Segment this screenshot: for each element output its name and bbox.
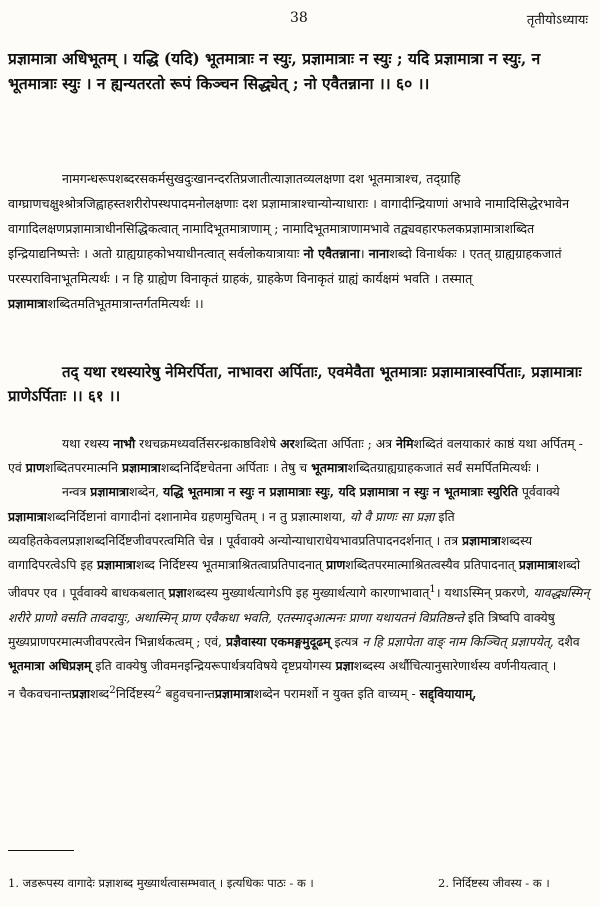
commentary-bold: प्रज्ञैवास्या एकमङ्गमुदूढम् xyxy=(225,633,331,649)
verse-61-text: तद् यथा रथस्यारेषु नेमिरर्पिता, नाभावरा अर्पिताः, एवमेवैता भूतमात्राः प्रज्ञामात्रास्वर्पिताः, प्रज्ञामात्राः प्राणेऽर्पिताः ।। ६१ ।। xyxy=(8,363,582,405)
commentary-bold: प्रज्ञामात्रा xyxy=(121,460,161,476)
page-number: 38 xyxy=(290,10,308,26)
commentary-text: शब्दितमतिभूतमात्रान्तर्गतमित्यर्थः ।। xyxy=(47,296,204,311)
commentary-61-paragraph-3 xyxy=(8,678,592,706)
running-head: तृतीयोऽध्यायः xyxy=(526,13,588,28)
commentary-text: शब्द xyxy=(90,686,110,702)
commentary-text: शब्दितं वलयाकारं काष्ठं यथा अर्पितम् - एवं xyxy=(8,436,583,476)
commentary-bold: नेमि xyxy=(396,436,414,451)
commentary-text: शब्दस्य वागादिपरत्वेऽपि इह xyxy=(8,532,533,573)
page-header xyxy=(0,8,600,28)
commentary-bold: नाना xyxy=(368,246,390,261)
commentary-60-paragraph xyxy=(8,166,592,316)
commentary-text: शब्दस्य अर्थौचित्यानुसारेणार्थस्य वर्णनीयत्वात् । xyxy=(353,657,557,673)
commentary-text: शब्दनिर्दिष्टानां वागादीनां दशानामेव ग्रहणमुचितम् । न तु प्रज्ञात्माशया, xyxy=(46,508,346,524)
commentary-text: नामगन्धरूपशब्दरसकर्मसुखदुःखानन्दरतिप्रजातीत्याज्ञातव्यलक्षणा दश भूतमात्राश्च, तद्ग्राहि वाग्घ्राणचक्षुश्श्रोत्रजिह्वाहस्तशरीरोपस्थपादमनोलक्षणाः दश प्रज्ञामात्राश्चान्योन्याधाराः । वागादीन्द्रियाणां अभावे नामादिसिद्धेरभावेन वागादिलक्षणप्रज्ञामात्राधीनसिद्धिकत्वात् नामादिभूतमात्राणाम् ; नामादिभूतमात्राणामभावे तद्व्यवहारफलकप्रज्ञामात्राशब्दित इन्द्रियाद्यनिष्पत्तेः । अतो ग्राह्यग्राहकोभयाधीनत्वात् सर्वलोकयात्रायाः xyxy=(8,171,570,261)
commentary-italic: यावद्ध्यस्मिन् शरीरे प्राणो वसति तावदायुः, अथास्मिन् प्राण एवैकधा भवति, एतस्माद्आत्मनः प्राणा यथायतनं विप्रतिष्ठन्ते xyxy=(8,585,590,625)
commentary-text: बहुवचनान्त xyxy=(161,686,215,702)
commentary-bold: प्रज्ञामात्रा xyxy=(8,508,47,524)
commentary-bold: नो एवैतन्नाना xyxy=(303,246,360,261)
commentary-italic: न हि प्रज्ञापेता वाङ् नाम किञ्चित् प्रज्ञापयेत् xyxy=(362,633,550,649)
footnote-ref: 1 xyxy=(429,583,436,596)
commentary-text: शब्दनिर्दिष्टचेतना अर्पिताः । तेषु च xyxy=(160,460,308,476)
commentary-italic: यो वै प्राणः सा प्रज्ञा xyxy=(349,508,435,524)
commentary-text: निर्दिष्टस्य xyxy=(115,686,155,702)
commentary-text: इत्यत्र xyxy=(330,633,359,649)
commentary-bold: प्रज्ञामात्रा xyxy=(462,532,501,548)
commentary-text: । यथाऽस्मिन् प्रकरणे, xyxy=(435,585,530,601)
commentary-text: शब्दितपरमात्माश्रितत्वस्यैव प्रतिपादनात् xyxy=(345,557,515,573)
commentary-text: शब्दितग्राह्यग्राहकजातं सर्वं समर्पितमित्यर्थः । xyxy=(347,460,540,476)
commentary-61-paragraph-2 xyxy=(8,480,592,678)
verse-60 xyxy=(8,46,592,96)
commentary-61-paragraph-1 xyxy=(8,432,592,480)
footnote-1: 1. जडरूपस्य वागादेः प्रज्ञाशब्द मुख्यार्थत्वासम्भवात् । इत्यधिकः पाठः - क । xyxy=(8,876,314,890)
commentary-bold: भूतमात्रा xyxy=(311,460,348,476)
verse-60-text: प्रज्ञामात्रा अधिभूतम् । यद्धि (यदि) भूतमात्राः न स्युः, प्रज्ञामात्राः न स्युः ; यदि प्रज्ञामात्रा न स्युः, न भूतमात्राः स्युः । न ह्यन्यतरतो रूपं किञ्चन सिद्ध्येत् ; नो एवैतन्नाना ।। ६० ।। xyxy=(8,49,541,93)
commentary-text: इति त्रिष्वपि वाक्येषु मुख्यप्राणपरमात्मजीवपरत्वेन भिन्नार्थकत्वम् ; एवं, xyxy=(8,609,555,649)
commentary-text: पूर्ववाक्ये xyxy=(517,484,560,500)
footnote-rule xyxy=(8,850,74,851)
commentary-text: शब्दिता अर्पिताः ; अत्र xyxy=(294,436,393,451)
commentary-bold: अर xyxy=(280,436,295,451)
commentary-bold: प्रज्ञामात्रा xyxy=(90,484,130,500)
commentary-bold: नाभौ xyxy=(113,436,136,451)
commentary-60 xyxy=(8,166,592,316)
commentary-text: शब्द निर्दिष्टस्य भूतमात्राश्रितत्वाप्रतिपादनात् xyxy=(135,557,323,573)
commentary-text: शब्दस्य मुख्यार्थत्यागेऽपि इह मुख्यार्थत्यागे कारणाभावात् xyxy=(186,585,430,601)
commentary-text: शब्देन परामर्शो न युक्त इति वाच्यम् - xyxy=(253,686,416,702)
commentary-text: इति व्यवहितकेवलप्रज्ञाशब्दनिर्दिष्टजीवपरत्वमिति चेन्न । पूर्ववाक्ये अन्योन्याधाराधेयभावप्रतिपादनदर्शनात् । तत्र xyxy=(8,508,459,548)
footnote-ref: 2 xyxy=(109,684,116,697)
commentary-bold: प्रज्ञा xyxy=(168,585,187,601)
commentary-bold: भूतमात्रा अधिप्रज्ञम् xyxy=(8,657,92,673)
commentary-bold: प्राण xyxy=(25,460,45,476)
commentary-text: शब्दो जीवपर एव । पूर्ववाक्ये बाधकबलात् xyxy=(8,557,581,601)
commentary-text: शब्दितपरमात्मनि xyxy=(44,460,119,476)
commentary-text: रथचक्रमध्यवर्तिसरन्ध्रकाष्ठविशेषे xyxy=(135,436,277,451)
commentary-text: , दशैव xyxy=(549,633,580,649)
footnote-2: 2. निर्दिष्टस्य जीवस्य - क । xyxy=(438,876,550,890)
commentary-text: शब्देन, xyxy=(129,484,160,500)
commentary-bold: प्रज्ञामात्रा xyxy=(96,557,136,573)
commentary-text: नन्वत्र xyxy=(62,484,87,500)
commentary-text: शब्दो विनार्थकः । एतत् ग्राह्यग्राहकजातं परस्पराविनाभूतमित्यर्थः । न हि ग्राह्येण विनाकृतं ग्राहकं, ग्राहकेण विनाकृतं ग्राह्यं कार्यक्षमं भवति । तस्मात् xyxy=(8,246,562,286)
commentary-bold: प्रज्ञा xyxy=(71,686,91,702)
commentary-bold: प्रज्ञामात्रा xyxy=(214,686,254,702)
commentary-61 xyxy=(8,432,592,706)
commentary-bold: सद्द्वियायाम्, xyxy=(419,686,477,702)
footnote-ref: 2 xyxy=(154,684,162,697)
commentary-bold: प्रज्ञामात्रा xyxy=(8,296,48,311)
commentary-text: यथा रथस्य xyxy=(62,436,110,451)
footnotes xyxy=(8,876,592,891)
commentary-bold: यद्धि भूतमात्रा न स्युः न प्रज्ञामात्राः स्युः, यदि प्रज्ञामात्रा न स्युः न भूतमात्राः स्युरिति xyxy=(163,484,518,500)
commentary-text: न चैकवचनान्त xyxy=(8,686,72,702)
commentary-bold: प्रज्ञामात्रा xyxy=(518,557,558,573)
commentary-bold: प्राण xyxy=(326,557,346,573)
commentary-text: इति वाक्येषु जीवमनइन्द्रियरूपार्थत्रयविषये दृष्टप्रयोगस्य xyxy=(91,657,332,673)
commentary-bold: प्रज्ञा xyxy=(335,657,354,673)
verse-61 xyxy=(8,360,592,408)
commentary-text: । xyxy=(359,246,369,261)
